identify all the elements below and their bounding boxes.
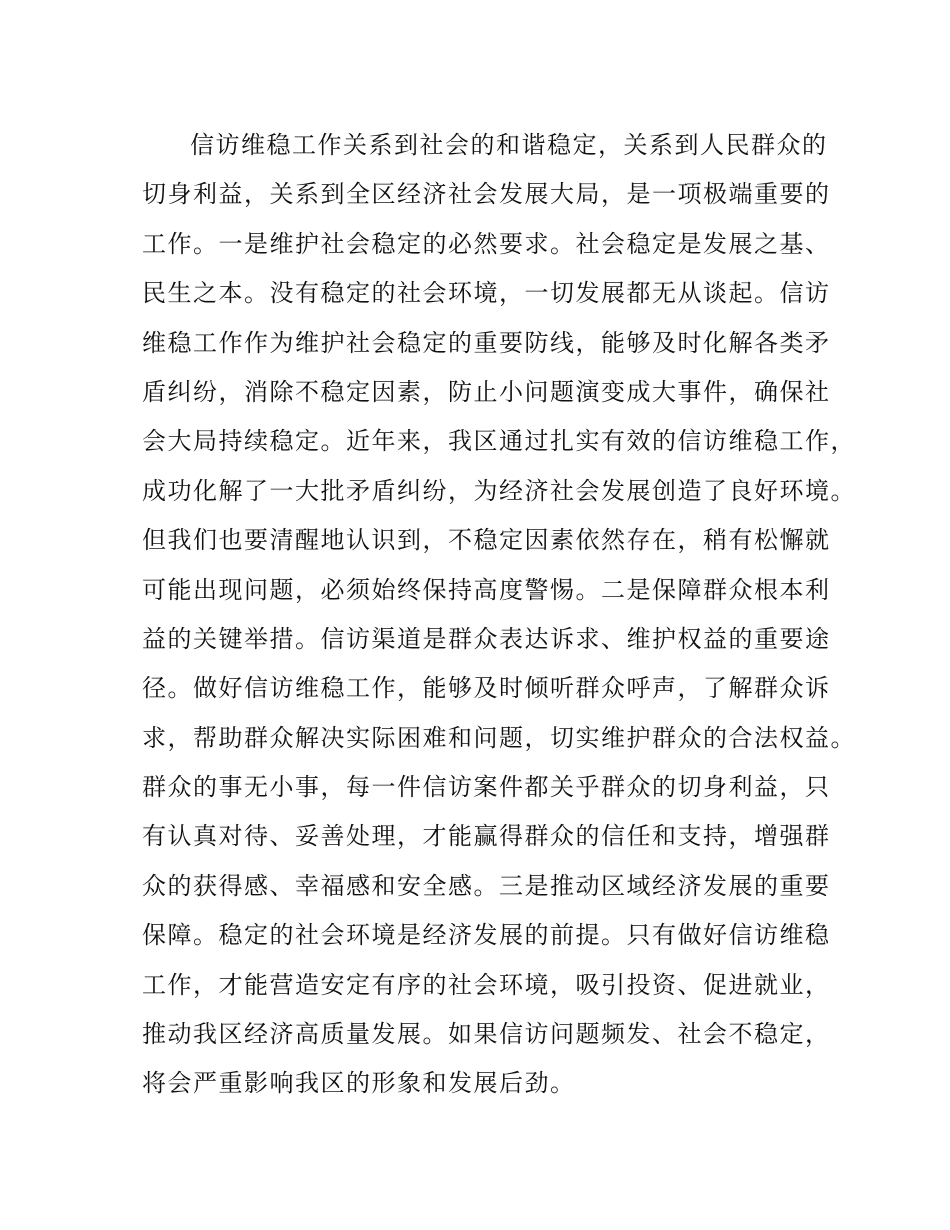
paragraph-line: 切身利益，关系到全区经济社会发展大局，是一项极端重要的 xyxy=(142,180,831,209)
paragraph-line: 求，帮助群众解决实际困难和问题，切实维护群众的合法权益。 xyxy=(142,723,856,752)
paragraph-line: 保障。稳定的社会环境是经济发展的前提。只有做好信访维稳 xyxy=(142,921,831,950)
paragraph-line: 维稳工作作为维护社会稳定的重要防线，能够及时化解各类矛 xyxy=(142,328,831,357)
paragraph-line: 成功化解了一大批矛盾纠纷，为经济社会发展创造了良好环境。 xyxy=(142,476,856,505)
paragraph-line: 信访维稳工作关系到社会的和谐稳定，关系到人民群众的 xyxy=(190,131,828,159)
paragraph-line: 会大局持续稳定。近年来，我区通过扎实有效的信访维稳工作， xyxy=(142,427,856,456)
paragraph-line: 盾纠纷，消除不稳定因素，防止小问题演变成大事件，确保社 xyxy=(142,377,831,406)
paragraph-line: 可能出现问题，必须始终保持高度警惕。二是保障群众根本利 xyxy=(142,575,831,604)
paragraph-line: 有认真对待、妥善处理，才能赢得群众的信任和支持，增强群 xyxy=(142,822,831,851)
paragraph-line: 径。做好信访维稳工作，能够及时倾听群众呼声，了解群众诉 xyxy=(142,674,831,703)
paragraph-line: 但我们也要清醒地认识到，不稳定因素依然存在，稍有松懈就 xyxy=(142,526,831,555)
paragraph-line: 将会严重影响我区的形象和发展后劲。 xyxy=(142,1069,576,1098)
paragraph-line: 工作，才能营造安定有序的社会环境，吸引投资、促进就业， xyxy=(142,970,831,999)
paragraph-line: 推动我区经济高质量发展。如果信访问题频发、社会不稳定， xyxy=(142,1020,831,1049)
paragraph-line: 民生之本。没有稳定的社会环境，一切发展都无从谈起。信访 xyxy=(142,279,831,308)
paragraph-line: 群众的事无小事，每一件信访案件都关乎群众的切身利益，只 xyxy=(142,773,831,802)
body-paragraph xyxy=(142,121,856,1109)
paragraph-line: 益的关键举措。信访渠道是群众表达诉求、维护权益的重要途 xyxy=(142,624,831,653)
paragraph-line: 工作。一是维护社会稳定的必然要求。社会稳定是发展之基、 xyxy=(142,229,831,258)
paragraph-line: 众的获得感、幸福感和安全感。三是推动区域经济发展的重要 xyxy=(142,871,831,900)
